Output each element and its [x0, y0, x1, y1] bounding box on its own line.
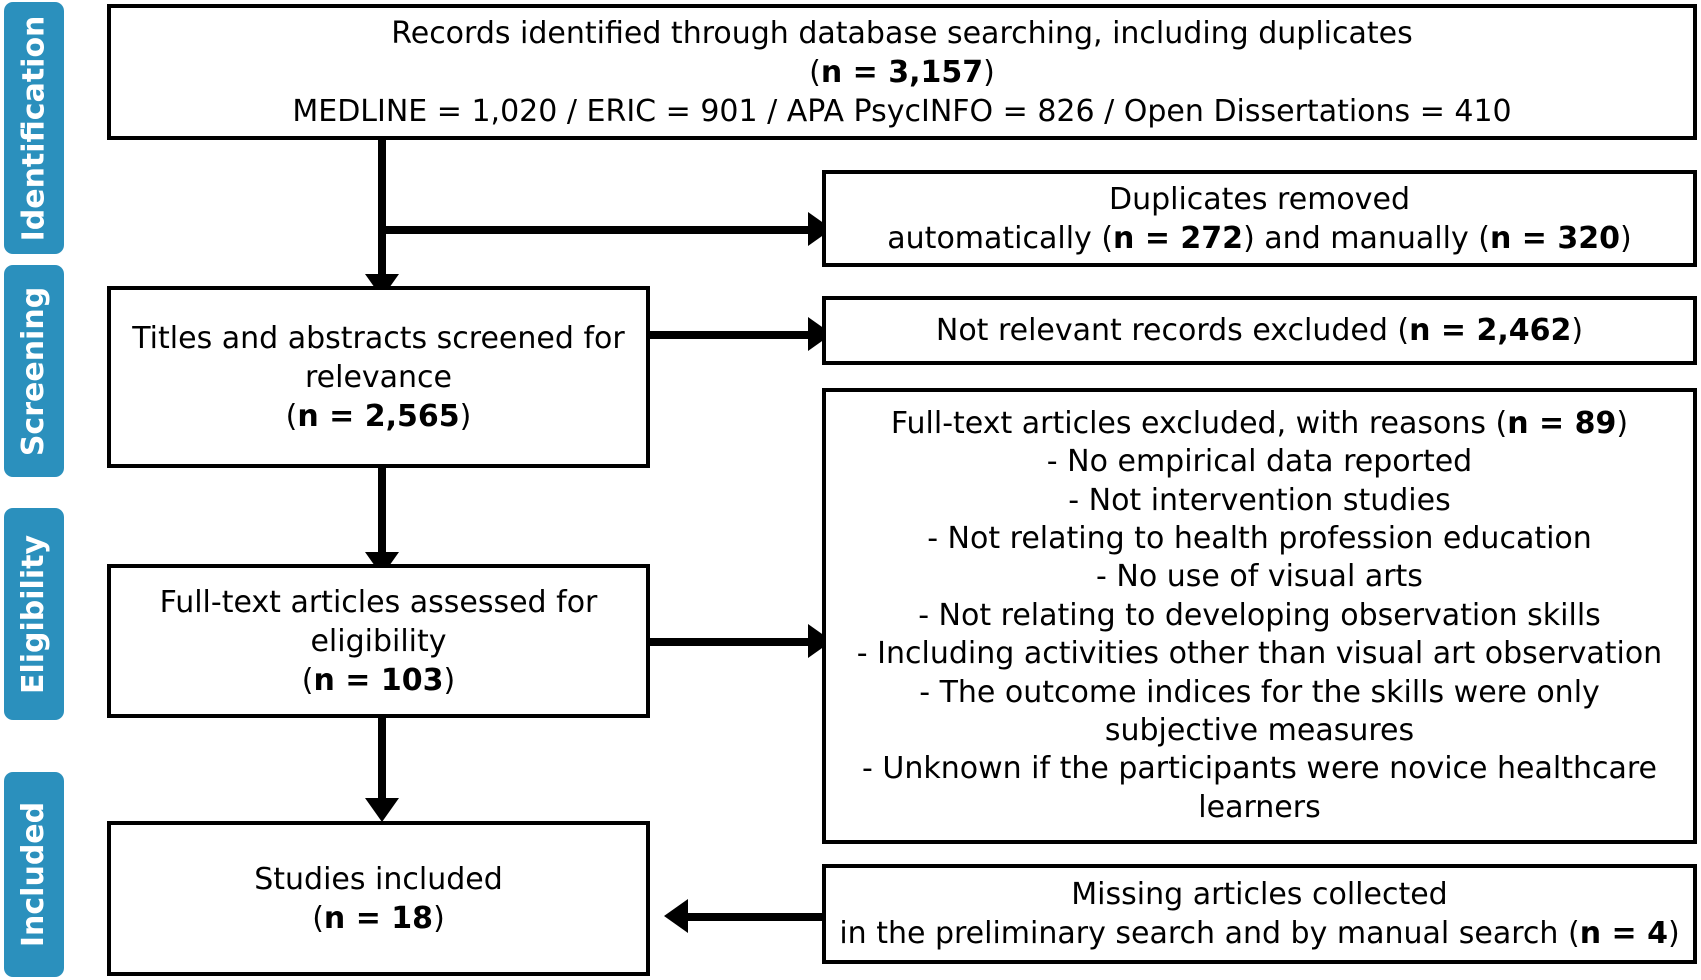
- box-studies-included: [107, 821, 650, 976]
- duplicates-line1: Duplicates removed: [1108, 181, 1411, 217]
- arrowhead-included-from-missing: [664, 899, 688, 933]
- excluded-reason: learners: [1198, 789, 1321, 825]
- stage-tab-eligibility: [4, 508, 64, 720]
- stage-tab-identification: [4, 2, 64, 254]
- records-identified-sources: MEDLINE = 1,020 / ERIC = 901 / APA PsycINFO = 826 / Open Dissertations = 410: [292, 93, 1512, 129]
- not-relevant-line1: Not relevant records excluded (n = 2,462): [935, 313, 1584, 348]
- connector-identified-to-screened: [378, 140, 386, 285]
- box-fulltext-excluded-reasons: [822, 388, 1697, 844]
- box-records-identified: [107, 4, 1697, 140]
- excluded-heading: Full-text articles excluded, with reasons (n = 89): [890, 405, 1629, 441]
- stage-label-screening: Screening: [16, 286, 52, 456]
- fulltext-line2: eligibility: [310, 623, 447, 659]
- box-titles-abstracts-screened: [107, 286, 650, 468]
- box-fulltext-assessed: [107, 564, 650, 718]
- excluded-reason: - Unknown if the participants were novice healthcare: [862, 751, 1657, 787]
- excluded-reason: - Not relating to health profession education: [927, 521, 1592, 557]
- records-identified-count: (n = 3,157): [809, 54, 995, 90]
- excluded-reason: - Not intervention studies: [1068, 482, 1451, 518]
- connector-to-not-relevant: [650, 331, 822, 339]
- excluded-reason: - The outcome indices for the skills were only: [919, 674, 1600, 710]
- missing-line2: in the preliminary search and by manual search (n = 4): [839, 916, 1680, 951]
- box-missing-articles: [822, 864, 1697, 964]
- excluded-reason: - No use of visual arts: [1096, 559, 1423, 595]
- included-count: (n = 18): [312, 900, 445, 936]
- records-identified-line1: Records identified through database searching, including duplicates: [391, 15, 1413, 51]
- connector-to-duplicates: [378, 226, 818, 234]
- stage-tab-included: [4, 772, 64, 977]
- excluded-reason: subjective measures: [1104, 712, 1415, 748]
- fulltext-line1: Full-text articles assessed for: [159, 584, 598, 620]
- screened-line2: relevance: [304, 359, 453, 395]
- duplicates-line2: automatically (n = 272) and manually (n = 320): [887, 220, 1632, 256]
- connector-to-excluded: [650, 638, 822, 646]
- connector-missing-to-included: [672, 913, 822, 921]
- excluded-reason: - Not relating to developing observation skills: [918, 597, 1601, 633]
- screened-line1: Titles and abstracts screened for: [132, 320, 625, 356]
- arrowhead-included: [365, 798, 399, 822]
- included-line1: Studies included: [254, 861, 503, 897]
- fulltext-count: (n = 103): [301, 662, 456, 698]
- stage-label-eligibility: Eligibility: [16, 534, 52, 694]
- screened-count: (n = 2,565): [285, 398, 472, 434]
- box-not-relevant-excluded: [822, 296, 1697, 365]
- missing-line1: Missing articles collected: [1071, 877, 1448, 912]
- box-duplicates-removed: [822, 170, 1697, 267]
- stage-tab-screening: [4, 265, 64, 477]
- excluded-reason: - No empirical data reported: [1046, 444, 1473, 480]
- excluded-reason: - Including activities other than visual art observation: [856, 636, 1663, 672]
- stage-label-included: Included: [16, 801, 52, 948]
- stage-label-identification: Identification: [16, 15, 52, 241]
